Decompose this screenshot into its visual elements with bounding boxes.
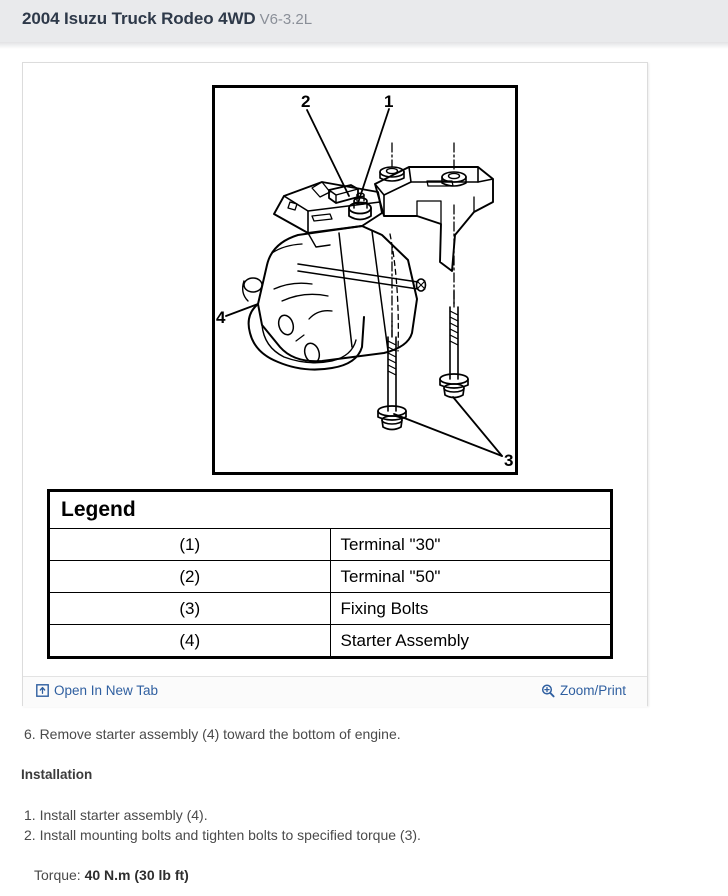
- external-link-icon: [36, 684, 49, 697]
- bolt-hole-left: [387, 168, 398, 173]
- table-row: [49, 529, 612, 561]
- motor-band-dashed: [390, 234, 398, 351]
- torque-value: 40 N.m (30 lb ft): [84, 867, 189, 883]
- solenoid-strap: [308, 233, 330, 247]
- legend-number-3: (3): [49, 593, 331, 625]
- motor-band-1: [339, 233, 352, 347]
- pinion-boss: [244, 278, 262, 292]
- legend-desc-1: Terminal "30": [330, 529, 612, 561]
- body-detail-tick: [296, 335, 304, 341]
- solenoid-label-plate: [312, 214, 332, 221]
- zoom-print-label: Zoom/Print: [559, 683, 626, 698]
- installation-step-1: 1. Install starter assembly (4).: [24, 807, 208, 823]
- open-in-new-tab-label: Open In New Tab: [54, 683, 159, 698]
- header-shadow: [0, 42, 728, 49]
- leader-line-3a: [394, 414, 502, 456]
- magnifier-plus-icon: [541, 684, 555, 698]
- legend-header-row: [49, 491, 612, 529]
- through-bolt-cross: [417, 281, 425, 289]
- solenoid-edge-b: [308, 202, 380, 211]
- zoom-print-button[interactable]: [541, 683, 626, 698]
- housing-curve-a: [274, 283, 312, 289]
- callout-label-1: 1: [384, 92, 394, 111]
- torque-spec: [34, 867, 189, 883]
- housing-lug-upper: [276, 313, 295, 336]
- bolt-left-washer: [378, 406, 406, 416]
- starter-assembly-illustration: [212, 85, 518, 475]
- bolt-left-threads: [388, 341, 396, 375]
- vehicle-heading: [22, 9, 312, 29]
- table-row: [49, 625, 612, 658]
- installation-heading: Installation: [21, 767, 93, 782]
- diagram-container[interactable]: [212, 85, 518, 475]
- body-detail-curve: [309, 311, 332, 319]
- callout-label-2: 2: [301, 92, 311, 111]
- motor-band-2: [372, 231, 388, 351]
- vehicle-title: 2004 Isuzu Truck Rodeo 4WD: [22, 9, 256, 28]
- legend-title: Legend: [49, 491, 612, 529]
- solenoid-edge-a: [284, 196, 308, 233]
- legend-number-4: (4): [49, 625, 331, 658]
- legend-desc-2: Terminal "50": [330, 561, 612, 593]
- housing-curve-b: [282, 294, 328, 301]
- legend-desc-4: Starter Assembly: [330, 625, 612, 658]
- bolt-right-threads: [450, 311, 458, 345]
- installation-step-2: 2. Install mounting bolts and tighten bolts to specified torque (3).: [24, 827, 421, 843]
- legend-number-1: (1): [49, 529, 331, 561]
- bolt-hole-right: [449, 173, 460, 178]
- bolt-right-washer: [440, 374, 468, 384]
- legend-table: [47, 489, 613, 659]
- table-row: [49, 561, 612, 593]
- callout-label-4: 4: [216, 308, 226, 327]
- removal-step-6: 6. Remove starter assembly (4) toward the bottom of engine.: [24, 726, 401, 742]
- figure-card: [22, 62, 648, 706]
- torque-label: Torque:: [34, 867, 85, 883]
- motor-housing-outline: [258, 226, 417, 361]
- legend-desc-3: Fixing Bolts: [330, 593, 612, 625]
- legend-number-2: (2): [49, 561, 331, 593]
- open-in-new-tab-button[interactable]: [36, 683, 158, 698]
- figure-toolbar: [23, 676, 647, 707]
- solenoid-terminal-tab: [288, 202, 297, 210]
- vehicle-engine: V6-3.2L: [259, 11, 313, 28]
- callout-label-3: 3: [504, 451, 514, 470]
- table-row: [49, 593, 612, 625]
- app-header: [0, 0, 728, 42]
